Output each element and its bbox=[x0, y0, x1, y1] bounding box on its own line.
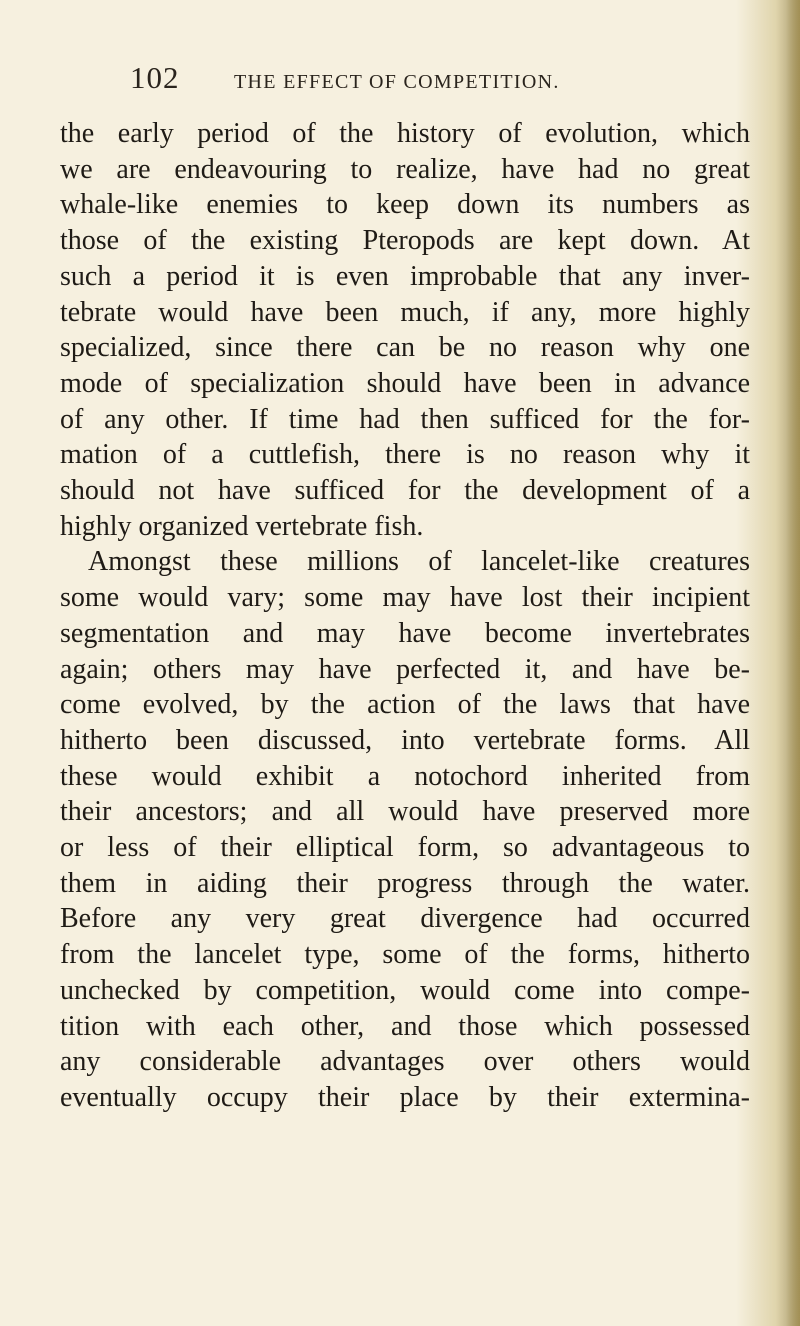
text-line: hitherto been discussed, into vertebrate forms. All bbox=[60, 724, 750, 756]
text-line: them in aiding their progress through the water. bbox=[60, 867, 750, 899]
text-line: we are endeavouring to realize, have had no great bbox=[60, 153, 750, 185]
text-line: mode of specialization should have been in advance bbox=[60, 367, 750, 399]
text-line: or less of their elliptical form, so advantageous to bbox=[60, 832, 750, 864]
text-line: from the lancelet type, some of the forms, hitherto bbox=[60, 939, 750, 971]
text-line: whale-like enemies to keep down its numbers as bbox=[60, 189, 750, 221]
page-edge-shadow bbox=[786, 0, 800, 1326]
text-line: highly organized vertebrate fish. bbox=[60, 510, 424, 542]
running-head: THE EFFECT OF COMPETITION. bbox=[234, 71, 560, 93]
text-line: the early period of the history of evolution, which bbox=[60, 118, 750, 149]
text-line: Amongst these millions of lancelet-like creatures bbox=[88, 546, 750, 578]
text-line: of any other. If time had then sufficed for the for- bbox=[60, 403, 750, 435]
text-line: tition with each other, and those which possessed bbox=[60, 1010, 750, 1042]
page-number: 102 bbox=[130, 60, 180, 95]
text-line: those of the existing Pteropods are kept down. At bbox=[60, 225, 750, 257]
text-line: tebrate would have been much, if any, more highly bbox=[60, 296, 750, 328]
text-line: specialized, since there can be no reason why one bbox=[60, 332, 750, 364]
text-line: unchecked by competition, would come into compe- bbox=[60, 974, 750, 1006]
text-line: such a period it is even improbable that any inver- bbox=[60, 260, 750, 292]
text-line: any considerable advantages over others would bbox=[60, 1046, 750, 1078]
text-line: these would exhibit a notochord inherited from bbox=[60, 760, 750, 792]
body-text bbox=[60, 116, 750, 1116]
text-line: again; others may have perfected it, and have be- bbox=[60, 653, 750, 685]
text-line: should not have sufficed for the development of a bbox=[60, 475, 750, 507]
text-line: segmentation and may have become invertebrates bbox=[60, 617, 750, 649]
text-line: some would vary; some may have lost their incipient bbox=[60, 582, 750, 614]
text-line: come evolved, by the action of the laws that have bbox=[60, 689, 750, 721]
text-line: mation of a cuttlefish, there is no reason why it bbox=[60, 439, 750, 471]
text-line: their ancestors; and all would have preserved more bbox=[60, 796, 750, 828]
page-header bbox=[130, 60, 690, 100]
text-line: eventually occupy their place by their extermina- bbox=[60, 1081, 750, 1113]
text-line: Before any very great divergence had occurred bbox=[60, 903, 750, 935]
